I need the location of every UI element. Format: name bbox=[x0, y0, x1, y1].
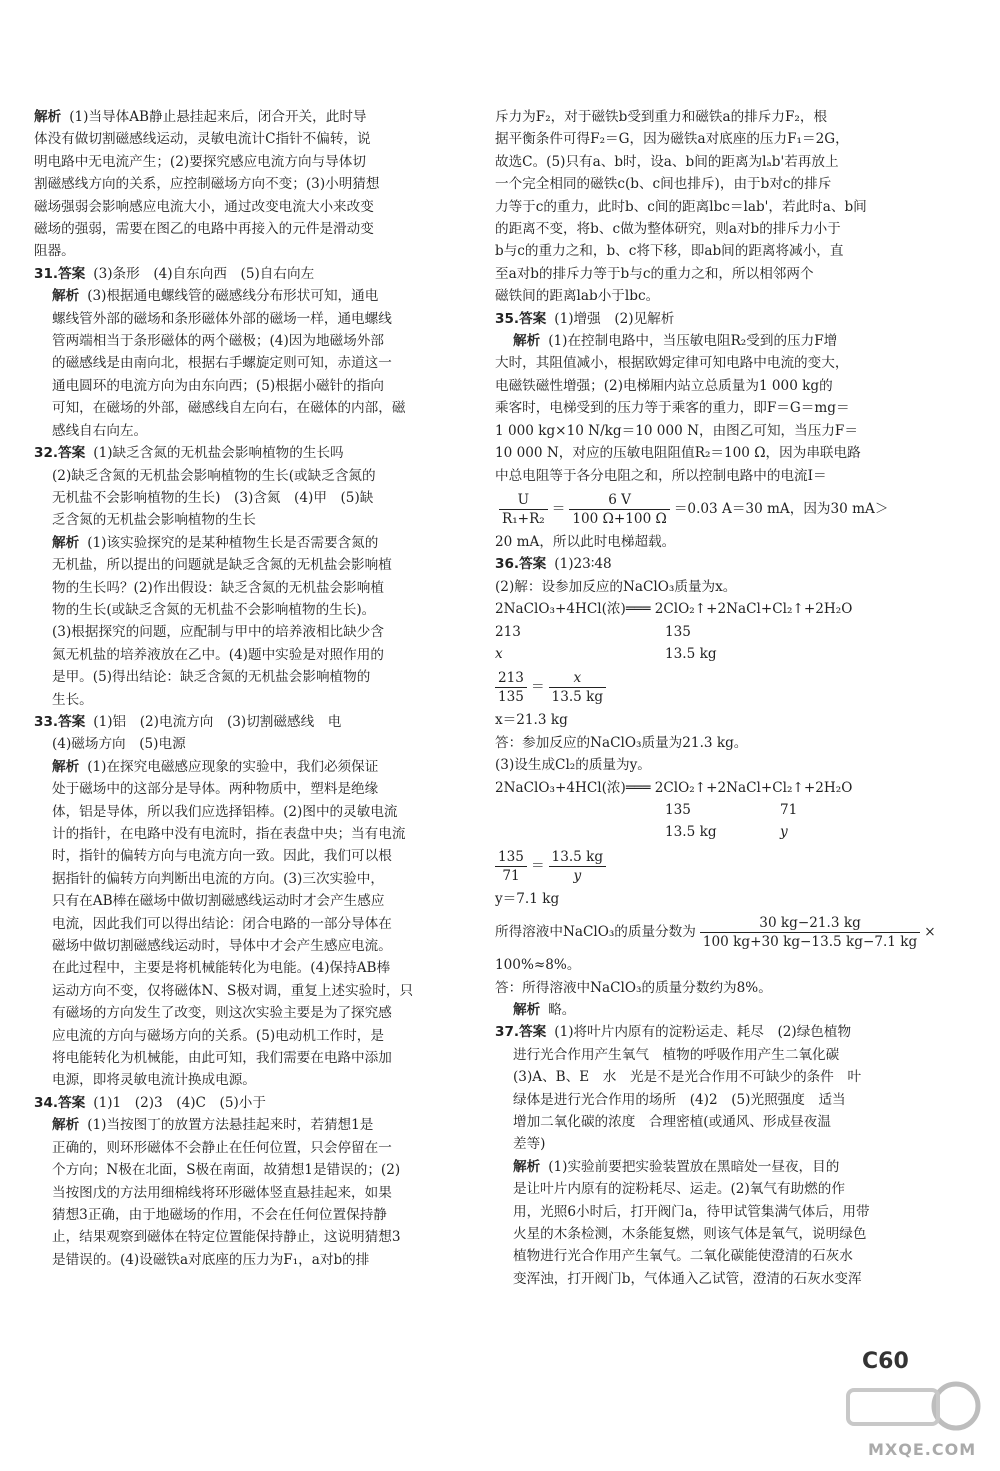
analysis-tag: 解析 bbox=[513, 1158, 541, 1175]
chemical-equation: 2NaClO₃+4HCl(浓)═══ 2ClO₂↑+2NaCl+Cl₂↑+2H₂O bbox=[495, 601, 853, 618]
text-line: 斥力为F₂，对于磁铁b受到重力和磁铁a的排斥力F₂，根 bbox=[495, 109, 828, 125]
question-34 bbox=[34, 1092, 482, 1271]
question-number: 31. bbox=[34, 265, 59, 282]
text-line: 大时，其阻值减小，根据欧姆定律可知电路中电流的变大， bbox=[495, 355, 849, 372]
answer-text: 无机盐不会影响植物的生长) (3)含氮 (4)甲 (5)缺 bbox=[52, 489, 374, 506]
answer-text: 增加二氧化碳的浓度 合理密植(或通风、形成昼夜温 bbox=[513, 1114, 831, 1131]
text-line: 有磁场的方向发生了改变，则这次实验主要是为了探究感 bbox=[52, 1005, 392, 1022]
page-number: C60 bbox=[862, 1349, 909, 1374]
text-line: 据平衡条件可得F₂＝G，因为磁铁a对底座的压力F₁＝2G， bbox=[495, 131, 849, 148]
text-line: 变浑浊，打开阀门b，气体通入乙试管，澄清的石灰水变浑 bbox=[513, 1270, 862, 1287]
text-line: 10 000 N，对应的压敏电阻阻值R₂＝100 Ω，因为串联电路 bbox=[495, 445, 861, 462]
text-line: 通电圆环的电流方向为由东向西；(5)根据小磁针的指向 bbox=[52, 377, 384, 394]
text-line: 是甲。(5)得出结论：缺乏含氮的无机盐会影响植物的 bbox=[52, 669, 371, 686]
fraction: $\frac{135}{71}$ bbox=[495, 848, 527, 885]
text-line: (3)根据探究的问题，应配制与甲中的培养液相比缺少含 bbox=[52, 624, 384, 641]
text-line: (1)当按图丁的放置方法悬挂起来时，若猜想1是 bbox=[87, 1117, 374, 1134]
analysis-tag: 解析 bbox=[52, 288, 80, 305]
intro-analysis bbox=[34, 106, 482, 263]
ratio-formula: $\frac{135}{71}$ ＝ $\frac{13.5 kg}{y}$ bbox=[495, 844, 969, 888]
mass-fraction-formula: 所得溶液中NaClO₃的质量分数为 $\frac{30 kg-21.3 kg}{100 kg+30 kg-13.5 kg-7.1 kg}$ × bbox=[495, 915, 936, 951]
text-line: 运动方向不变，仅将磁体N、S极对调，重复上述实验时，只 bbox=[52, 982, 414, 999]
answer-tag: 答案 bbox=[58, 1094, 86, 1111]
text-line: 阻器。 bbox=[34, 243, 75, 260]
text-line: 体没有做切割磁感线运动，灵敏电流计C指针不偏转，说 bbox=[34, 131, 371, 148]
answer-tag: 答案 bbox=[58, 713, 86, 730]
answer-text: 乏含氮的无机盐会影响植物的生长 bbox=[52, 512, 256, 529]
analysis-tag: 解析 bbox=[34, 109, 62, 125]
answer-text: (1)铝 (2)电流方向 (3)切割磁感线 电 bbox=[93, 713, 342, 730]
left-column bbox=[34, 106, 482, 1271]
question-34-continued bbox=[495, 106, 969, 308]
text-line: 物的生长吗？(2)作出假设：缺乏含氮的无机盐会影响植 bbox=[52, 579, 384, 596]
text-line: 力等于c的重力，此时b、c间的距离lbc＝lab'，若此时a、b间 bbox=[495, 198, 867, 215]
text-line: 电磁铁磁性增强；(2)电梯厢内站立总质量为1 000 kg的 bbox=[495, 377, 833, 394]
fraction: $\frac{13.5 kg}{y}$ bbox=[549, 848, 607, 885]
question-number: 34. bbox=[34, 1094, 59, 1111]
text-line: 电流，因此我们可以得出结论：闭合电路的一部分导体在 bbox=[52, 915, 392, 932]
text-line: 计的指针，在电路中没有电流时，指在表盘中央；当有电流 bbox=[52, 826, 406, 842]
answer-tag: 答案 bbox=[519, 556, 547, 573]
text-line: 20 mA，所以此时电梯超载。 bbox=[495, 533, 676, 550]
text-line: 是让叶片内原有的淀粉耗尽、运走。(2)氧气有助燃的作 bbox=[513, 1181, 845, 1198]
text-line: 中总电阻等于各分电阻之和，所以控制电路中的电流I＝ bbox=[495, 467, 827, 484]
answer-text: (1)缺乏含氮的无机盐会影响植物的生长吗 bbox=[93, 445, 344, 462]
fraction: $\frac{30 kg-21.3 kg}{100 kg+30 kg-13.5 kg-7.1 kg}$ bbox=[700, 914, 920, 951]
text-line: 用，光照6小时后，打开阀门a，待甲试管集满气体后，用带 bbox=[513, 1203, 870, 1220]
analysis-tag: 解析 bbox=[513, 333, 541, 350]
text-line: 1 000 kg×10 N/kg＝10 000 N，由图乙可知，当压力F＝ bbox=[495, 422, 858, 439]
ratio-formula: $\frac{213}{135}$ ＝ $\frac{x}{13.5 kg}$ bbox=[495, 665, 969, 709]
text-line: (1)在控制电路中，当压敏电阻R₂受到的压力F增 bbox=[548, 333, 838, 350]
text-line: 体，铝是导体，所以我们应选择铝棒。(2)图中的灵敏电流 bbox=[52, 803, 398, 820]
question-number: 35. bbox=[495, 310, 520, 327]
question-37 bbox=[495, 1021, 969, 1290]
analysis-tag: 解析 bbox=[52, 534, 80, 551]
text-line: 磁场中做切割磁感线运动时，导体中才会产生感应电流。 bbox=[52, 938, 392, 955]
text-line: 正确的，则环形磁体不会静止在任何位置，只会停留在一 bbox=[52, 1139, 392, 1156]
text-line: y＝7.1 kg bbox=[495, 890, 560, 907]
text-line: 当按图戊的方法用细棉线将环形磁体竖直悬挂起来，如果 bbox=[52, 1184, 392, 1201]
watermark-text: MXQE.COM bbox=[868, 1440, 977, 1459]
question-33 bbox=[34, 711, 482, 1092]
answer-text: (4)磁场方向 (5)电源 bbox=[52, 736, 186, 753]
question-32 bbox=[34, 442, 482, 711]
text-line: 的磁感线是由南向北，根据右手螺旋定则可知，赤道这一 bbox=[52, 355, 392, 372]
text-line: 电源，即将灵敏电流计换成电源。 bbox=[52, 1072, 256, 1089]
text-line: 将电能转化为机械能，由此可知，我们需要在电路中添加 bbox=[52, 1050, 392, 1067]
text-line: 至a对b的排斥力等于b与c的重力之和，所以相邻两个 bbox=[495, 265, 814, 282]
text-line: (1)当导体AB静止悬挂起来后，闭合开关，此时导 bbox=[69, 109, 367, 125]
question-number: 33. bbox=[34, 713, 59, 730]
text-line: 答：参加反应的NaClO₃质量为21.3 kg。 bbox=[495, 734, 748, 751]
answer-text: (1)1 (2)3 (4)C (5)小于 bbox=[93, 1094, 266, 1111]
text-line: 可知，在磁场的外部，磁感线自左向右，在磁体的内部，磁 bbox=[52, 400, 406, 417]
text-line: (1)该实验探究的是某种植物生长是否需要含氮的 bbox=[87, 534, 379, 551]
text-line: 乘客时，电梯受到的压力等于乘客的重力，即F＝G＝mg＝ bbox=[495, 400, 850, 417]
text-line: 割磁感线方向的关系，应控制磁场方向不变；(3)小明猜想 bbox=[34, 176, 380, 193]
text-line: 感线自右向左。 bbox=[52, 422, 148, 439]
fraction: $\frac{x}{13.5 kg}$ bbox=[549, 669, 607, 706]
fraction: $\frac{U}{\text{R₁+R₂}}$ bbox=[499, 491, 548, 528]
text-line: b与c的重力之和，b、c将下移，即ab间的距离将减小，直 bbox=[495, 243, 844, 260]
text-line: x＝21.3 kg bbox=[495, 712, 568, 729]
answer-text: 差等) bbox=[513, 1136, 546, 1153]
text-line: (1)在探究电磁感应现象的实验中，我们必须保证 bbox=[87, 758, 379, 775]
fraction: $\frac{6 V}{100 \Omega+100 \Omega}$ bbox=[569, 491, 669, 528]
text-line: 100%≈8%。 bbox=[495, 957, 581, 974]
text-line: 磁场的强弱，需要在图乙的电路中再接入的元件是滑动变 bbox=[34, 221, 374, 238]
text-line: 时，指针的偏转方向与电流方向一致。因此，我们可以根 bbox=[52, 848, 392, 865]
text-line: 生长。 bbox=[52, 691, 93, 708]
answer-text: (2)缺乏含氮的无机盐会影响植物的生长(或缺乏含氮的 bbox=[52, 467, 376, 484]
question-35 bbox=[495, 308, 969, 554]
text-line: 氮无机盐的培养液放在乙中。(4)题中实验是对照作用的 bbox=[52, 646, 384, 663]
question-31 bbox=[34, 263, 482, 442]
answer-text: 进行光合作用产生氧气 植物的呼吸作用产生二氧化碳 bbox=[513, 1046, 840, 1063]
text-line: 螺线管外部的磁场和条形磁体外部的磁场一样，通电螺线 bbox=[52, 310, 392, 327]
text-line: 的距离不变，将b、c做为整体研究，则a对b的排斥力小于 bbox=[495, 221, 841, 238]
text-line: 物的生长(或缺乏含氮的无机盐不会影响植物的生长)。 bbox=[52, 601, 376, 618]
answer-text: (1)增强 (2)见解析 bbox=[554, 310, 675, 327]
text-line: 在此过程中，主要是将机械能转化为电能。(4)保持AB棒 bbox=[52, 960, 391, 977]
text-line: 一个完全相同的磁铁c(b、c间也排斥)，由于b对c的排斥 bbox=[495, 176, 832, 193]
answer-tag: 答案 bbox=[519, 310, 547, 327]
chemical-equation: 2NaClO₃+4HCl(浓)═══ 2ClO₂↑+2NaCl+Cl₂↑+2H₂O bbox=[495, 779, 853, 796]
analysis-tag: 解析 bbox=[513, 1002, 541, 1018]
right-column bbox=[495, 106, 969, 1290]
text-line: 处于磁场中的这部分是导体。两种物质中，塑料是绝缘 bbox=[52, 781, 379, 798]
text-line: 是错误的。(4)设磁铁a对底座的压力为F₁，a对b的排 bbox=[52, 1251, 370, 1268]
answer-text: 绿体是进行光合作用的场所 (4)2 (5)光照强度 适当 bbox=[513, 1091, 846, 1108]
current-formula: $\frac{U}{\text{R₁+R₂}}$ ＝ $\frac{6 V}{100 \Omega+100 \Omega}$ ＝0.03 A＝30 mA，因为30 mA＞ bbox=[495, 487, 969, 531]
text-line: 止，结果观察到磁体在特定位置能保持静止，这说明猜想3 bbox=[52, 1229, 401, 1246]
text-line: (3)设生成Cl₂的质量为y。 bbox=[495, 757, 651, 774]
text-line: 无机盐，所以提出的问题就是缺乏含氮的无机盐会影响植 bbox=[52, 557, 392, 574]
text-line: 火星的木条检测，木条能复燃，则该气体是氧气，说明绿色 bbox=[513, 1226, 867, 1243]
answer-text: (1)将叶片内原有的淀粉运走、耗尽 (2)绿色植物 bbox=[554, 1024, 852, 1041]
text-line: 猜想3正确，由于地磁场的作用，不会在任何位置保持静 bbox=[52, 1206, 387, 1223]
text-line: 磁场强弱会影响感应电流大小，通过改变电流大小来改变 bbox=[34, 198, 374, 215]
text-line: 植物进行光合作用产生氧气。二氧化碳能使澄清的石灰水 bbox=[513, 1248, 853, 1265]
answer-text: (3)条形 (4)自东向西 (5)自右向左 bbox=[93, 265, 315, 282]
fraction: $\frac{213}{135}$ bbox=[495, 669, 527, 706]
answer-tag: 答案 bbox=[58, 445, 86, 462]
analysis-tag: 解析 bbox=[52, 758, 80, 775]
answer-text: (1)23∶48 bbox=[554, 556, 612, 573]
text-line: 磁铁间的距离lab小于lbc。 bbox=[495, 288, 660, 305]
question-36: 36.答案 (1)23∶48 (2)解：设参加反应的NaClO₃质量为x。 2NaClO₃+4HCl(浓)═══ 2ClO₂↑+2NaCl+Cl₂↑+2H₂O 213 135 x 13.5 kg $\frac{213}{135}$ ＝ $\frac{x}{13.5 kg}$ x＝21.3 kg 答：参加反应的NaClO₃质量为21.3 kg。 (3)设生成Cl₂的质量为y。 2NaClO₃+4HCl(浓)═══ 2ClO₂↑+2NaCl+Cl₂↑+2H₂O 135 71 13.5 kg y $\frac{135}{71}$ ＝ $\frac{13.5 kg}{y}$ y＝7.1 kg 所得溶液中NaClO₃的质量分数为 $\frac{30 kg-21.3 kg}{100 kg+30 kg-13.5 kg-7.1 kg}$ × 100%≈8%。 答：所得溶液中NaClO₃的质量分数约为8%。 解析 略。 bbox=[495, 553, 969, 1021]
answer-tag: 答案 bbox=[58, 265, 86, 282]
text-line: 管两端相当于条形磁体的两个磁极；(4)因为地磁场外部 bbox=[52, 333, 384, 350]
question-number: 36. bbox=[495, 556, 520, 573]
text-line: (2)解：设参加反应的NaClO₃质量为x。 bbox=[495, 578, 737, 595]
text-line: (3)根据通电螺线管的磁感线分布形状可知，通电 bbox=[87, 288, 379, 305]
analysis-tag: 解析 bbox=[52, 1117, 80, 1134]
text-line: 个方向；N极在北面，S极在南面，故猜想1是错误的；(2) bbox=[52, 1162, 401, 1179]
answer-tag: 答案 bbox=[519, 1024, 547, 1041]
text-line: (1)实验前要把实验装置放在黑暗处一昼夜，目的 bbox=[548, 1158, 840, 1175]
analysis-text: 略。 bbox=[548, 1002, 576, 1018]
text-line: 明电路中无电流产生；(2)要探究感应电流方向与导体切 bbox=[34, 153, 366, 170]
text-line: 答：所得溶液中NaClO₃的质量分数约为8%。 bbox=[495, 979, 772, 996]
text-line: 只有在AB棒在磁场中做切割磁感线运动时才会产生感应 bbox=[52, 893, 385, 910]
answer-text: (3)A、B、E 水 光是不是光合作用不可缺少的条件 叶 bbox=[513, 1069, 862, 1086]
question-number: 32. bbox=[34, 445, 59, 462]
text-line: 故选C。(5)只有a、b时，设a、b间的距离为lₐb'若再放上 bbox=[495, 153, 839, 170]
text-line: 据指针的偏转方向判断出电流的方向。(3)三次实验中， bbox=[52, 870, 384, 887]
text-line: 应电流的方向与磁场方向的关系。(5)电动机工作时，是 bbox=[52, 1027, 384, 1044]
question-number: 37. bbox=[495, 1024, 520, 1041]
